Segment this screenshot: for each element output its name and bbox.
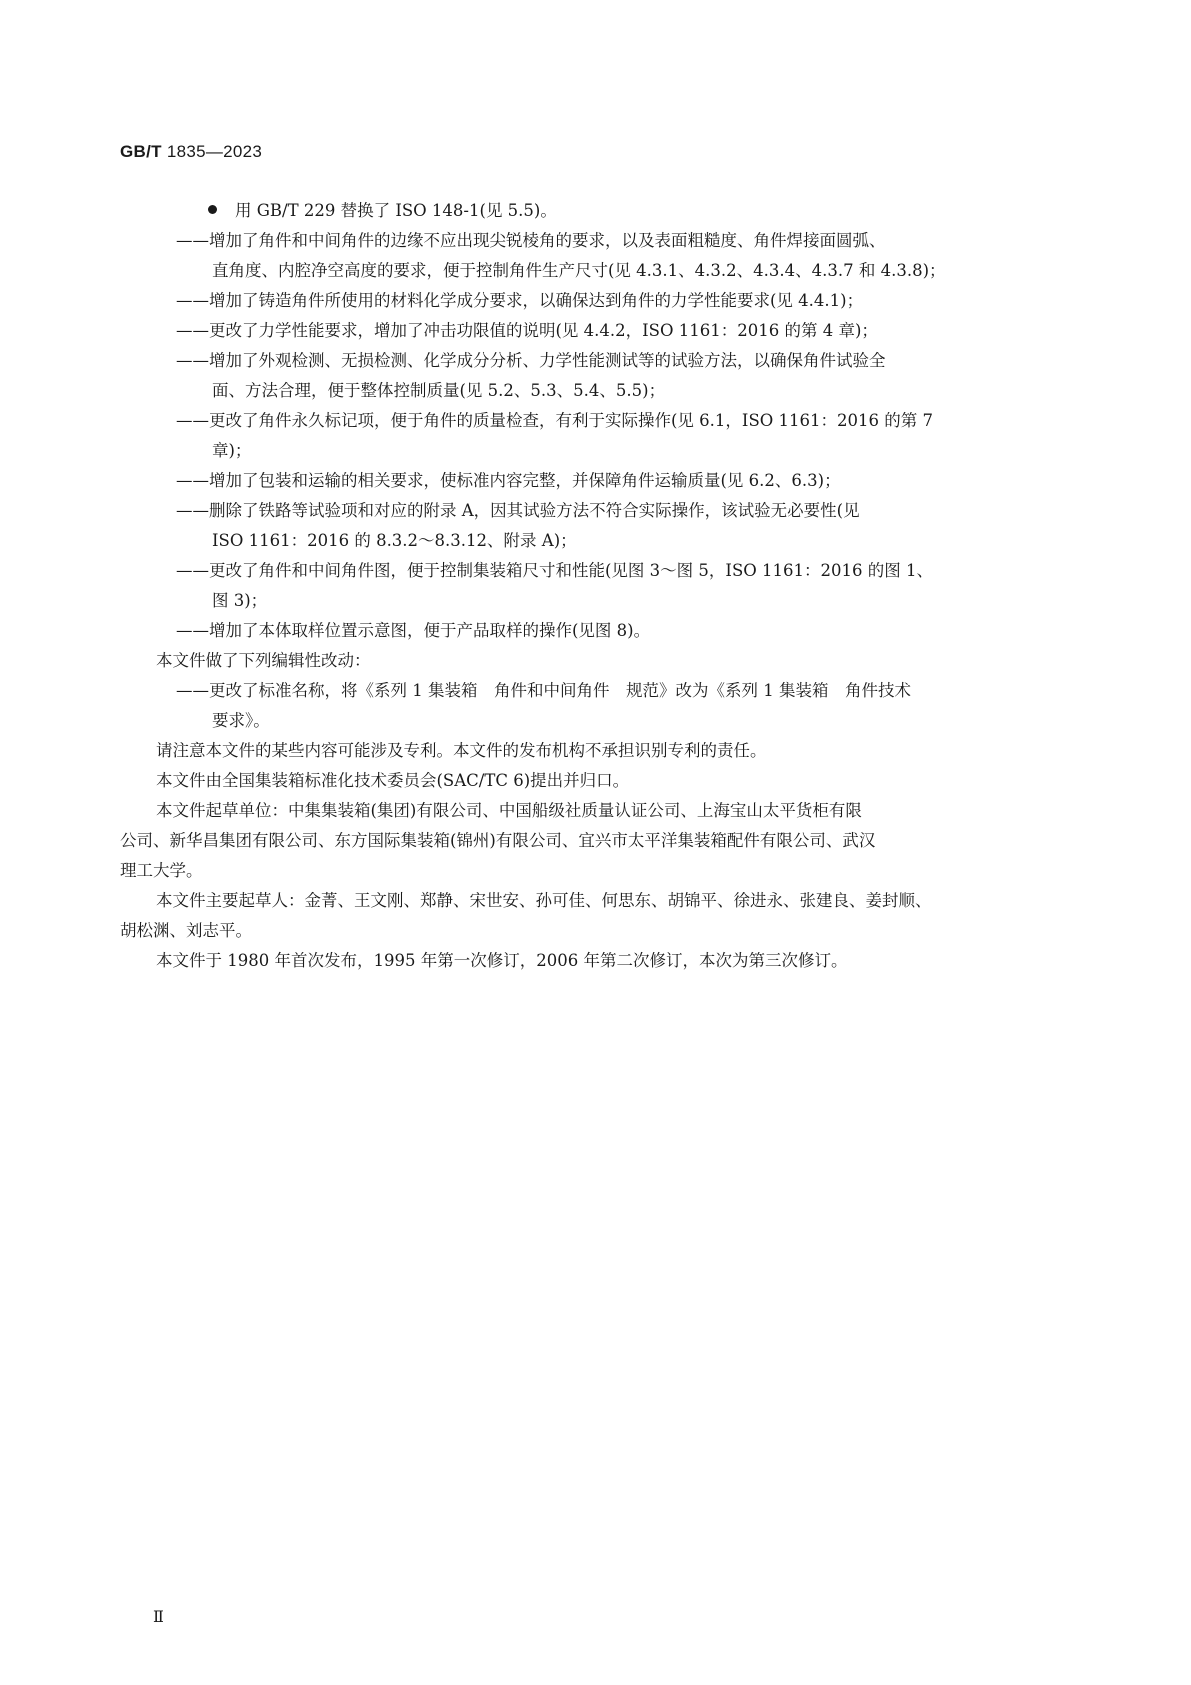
change-line: ——增加了本体取样位置示意图，便于产品取样的操作(见图 8)。 <box>176 621 651 640</box>
change-line: 直角度、内腔净空高度的要求，便于控制角件生产尺寸(见 4.3.1、4.3.2、4.3.4、4.3.7 和 4.3.8)； <box>212 261 946 280</box>
history-paragraph <box>120 946 1065 976</box>
page-number: Ⅱ <box>153 1607 164 1626</box>
proposer-paragraph <box>120 766 1065 796</box>
change-line: 图 3)； <box>212 591 268 610</box>
change-item <box>120 616 1065 646</box>
drafting-units-paragraph <box>120 796 1065 886</box>
change-item <box>120 226 1065 286</box>
drafters-paragraph <box>120 886 1065 946</box>
change-line: ——更改了力学性能要求，增加了冲击功限值的说明(见 4.4.2，ISO 1161：2016 的第 4 章)； <box>176 321 878 340</box>
change-item <box>120 466 1065 496</box>
change-item <box>120 496 1065 556</box>
change-item <box>120 406 1065 466</box>
change-line: ——增加了铸造角件所使用的材料化学成分要求，以确保达到角件的力学性能要求(见 4.4.1)； <box>176 291 864 310</box>
change-line: 面、方法合理，便于整体控制质量(见 5.2、5.3、5.4、5.5)； <box>212 381 666 400</box>
change-line: ——增加了外观检测、无损检测、化学成分分析、力学性能测试等的试验方法，以确保角件试验全 <box>176 351 886 370</box>
standard-number: 1835—2023 <box>161 142 263 161</box>
bullet-text: 用 GB/T 229 替换了 ISO 148-1(见 5.5)。 <box>235 201 557 220</box>
change-line: 章)； <box>212 441 252 460</box>
editorial-intro: 本文件做了下列编辑性改动： <box>156 651 371 670</box>
change-line: ——更改了角件和中间角件图，便于控制集装箱尺寸和性能(见图 3～图 5，ISO 1161：2016 的图 1、 <box>176 561 933 580</box>
paragraph-line: 胡松渊、刘志平。 <box>120 921 252 940</box>
paragraph-line: 请注意本文件的某些内容可能涉及专利。本文件的发布机构不承担识别专利的责任。 <box>156 741 767 760</box>
bullet-item <box>120 196 1065 226</box>
change-line: ——更改了角件永久标记项，便于角件的质量检查，有利于实际操作(见 6.1，ISO 1161：2016 的第 7 <box>176 411 933 430</box>
editorial-change-item <box>120 676 1065 736</box>
change-item <box>120 316 1065 346</box>
change-line: 要求》。 <box>212 711 270 730</box>
change-line: ——增加了角件和中间角件的边缘不应出现尖锐棱角的要求，以及表面粗糙度、角件焊接面圆弧、 <box>176 231 886 250</box>
document-body <box>120 196 1065 976</box>
change-line: ——增加了包装和运输的相关要求，使标准内容完整，并保障角件运输质量(见 6.2、6.3)； <box>176 471 841 490</box>
paragraph-line: 本文件起草单位：中集集装箱(集团)有限公司、中国船级社质量认证公司、上海宝山太平货柜有限 <box>156 801 862 820</box>
paragraph-line: 本文件于 1980 年首次发布，1995 年第一次修订，2006 年第二次修订，本次为第三次修订。 <box>156 951 848 970</box>
paragraph-line: 理工大学。 <box>120 861 203 880</box>
paragraph-line: 本文件主要起草人：金菁、王文刚、郑静、宋世安、孙可佳、何思东、胡锦平、徐进永、张建良、姜封顺、 <box>156 891 932 910</box>
patent-notice <box>120 736 1065 766</box>
standard-prefix: GB/T <box>120 142 162 161</box>
change-item <box>120 286 1065 316</box>
change-line: ISO 1161：2016 的 8.3.2～8.3.12、附录 A)； <box>212 531 577 550</box>
paragraph-line: 本文件由全国集装箱标准化技术委员会(SAC/TC 6)提出并归口。 <box>156 771 630 790</box>
change-list <box>120 226 1065 646</box>
change-item <box>120 346 1065 406</box>
change-line: ——更改了标准名称，将《系列 1 集装箱 角件和中间角件 规范》改为《系列 1 集装箱 角件技术 <box>176 681 911 700</box>
bullet-dot-icon <box>208 205 217 214</box>
editorial-change-list <box>120 676 1065 736</box>
paragraph-line: 公司、新华昌集团有限公司、东方国际集装箱(锦州)有限公司、宜兴市太平洋集装箱配件有限公司、武汉 <box>120 831 876 850</box>
change-item <box>120 556 1065 616</box>
change-line: ——删除了铁路等试验项和对应的附录 A，因其试验方法不符合实际操作，该试验无必要性(见 <box>176 501 860 520</box>
document-header <box>120 142 262 162</box>
